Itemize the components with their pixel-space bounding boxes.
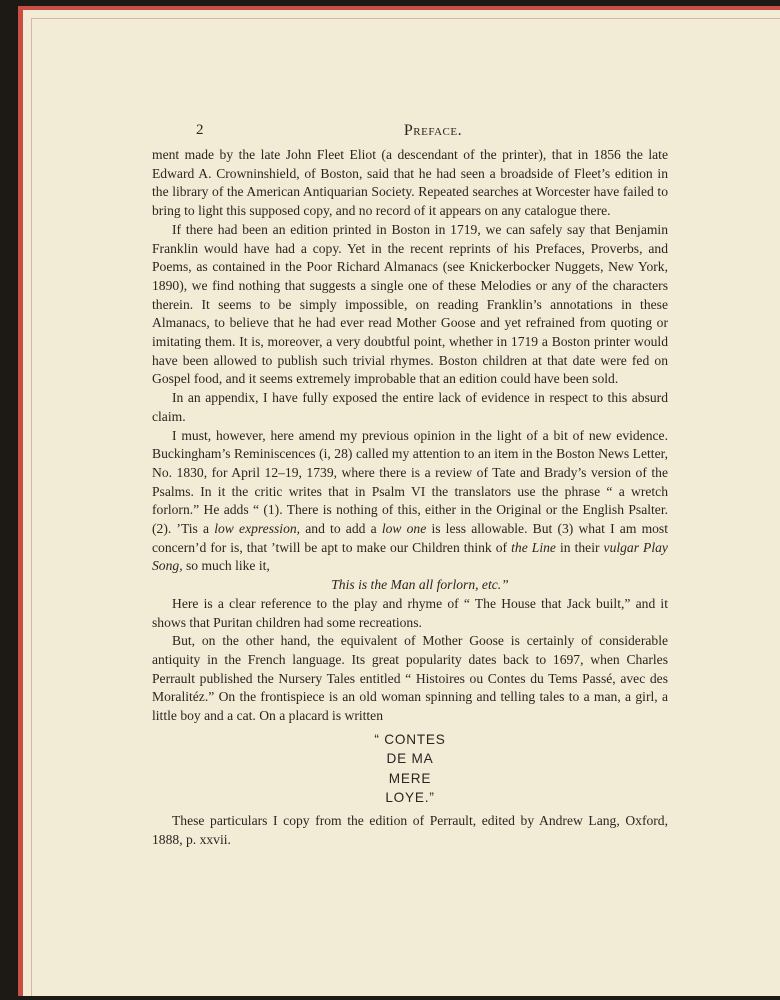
text-run: in their (555, 539, 604, 555)
text-run: is less allowable. But (3) what I am most concern’d for is, that ’twill be apt to make our Children think of (152, 521, 669, 555)
placard-line: MERE (388, 770, 432, 786)
paragraph (152, 427, 668, 577)
paragraph: ment made by the late John Fleet Eliot (a descendant of the printer), that in 1856 the late Edward A. Crowninshield, of Boston, said that he had seen a broadside of Fleet’s edition in the library of the American Antiquarian Society. Repeated searches at Worcester have failed to bring to light this supposed copy, and no record of it appears on any catalogue there. (152, 147, 668, 219)
paragraph: In an appendix, I have fully exposed the entire lack of evidence in respect to this absurd claim. (152, 390, 668, 424)
paragraph: But, on the other hand, the equivalent of Mother Goose is certainly of considerable antiquity in the French language. Its great popularity dates back to 1697, when Charles Perrault published the Nursery Tales entitled “ Histoires ou Contes du Tems Passé, avec des Moralitéz.” On the frontispiece is an old woman spinning and telling tales to a man, a girl, a little boy and a cat. On a placard is written (152, 633, 668, 724)
placard-line: DE MA (386, 751, 434, 767)
italic-run: vulgar Play Song, (152, 539, 668, 574)
italic-run: low one (381, 521, 427, 537)
placard-line: LOYE.” (385, 790, 435, 806)
page-header (178, 122, 688, 144)
paragraph: If there had been an edition printed in Boston in 1719, we can safely say that Benjamin Franklin would have had a copy. Yet in the recent reprints of his Prefaces, Proverbs, and Poems, as contained in the Poor Richard Almanacs (see Knickerbocker Nuggets, New York, 1890), we find nothing that suggests a single one of these Melodies or any of the characters therein. It seems to be simply impossible, on reading Franklin’s annotations in these Almanacs, to believe that he had ever read Mother Goose and yet refrained from quoting or imitating them. It is, moreover, a very doubtful point, whether in 1719 a Boston printer would have been allowed to publish such trivial rhymes. Boston children at that date were fed on Gospel food, and it seems extremely improbable that an edition could have been sold. (152, 221, 668, 387)
text-run: so much like it, (182, 558, 270, 574)
italic-run: low expression, (214, 521, 301, 537)
placard-line: “ CONTES (374, 731, 446, 747)
paragraph: These particulars I copy from the edition of Perrault, edited by Andrew Lang, Oxford, 1888, p. xxvii. (152, 812, 668, 847)
placard-text (152, 730, 668, 808)
text-run: and to add a (300, 521, 382, 537)
paragraph: Here is a clear reference to the play and rhyme of “ The House that Jack built,” and it shows that Puritan children had some recreations. (152, 595, 668, 630)
page-number: 2 (196, 122, 204, 138)
body-text (152, 146, 668, 849)
text-run: I must, however, here amend my previous opinion in the light of a bit of new evidence. Buckingham’s Reminiscences (i, 28) called my attention to an item in the Boston News Letter, No. 1830, for April 12–19, 1739, where there is a review of Tate and Brady’s version of the Psalms. In it the critic writes that in Psalm VI the translators use the phrase “ a wretch forlorn.” He adds “ (1). There is nothing of this, either in the Original or the English Psalter. (2). ’Tis a (152, 427, 668, 537)
italic-run: the Line (511, 539, 556, 555)
running-head: Preface. (403, 122, 463, 139)
quoted-line: This is the Man all forlorn, etc.” (331, 577, 509, 593)
